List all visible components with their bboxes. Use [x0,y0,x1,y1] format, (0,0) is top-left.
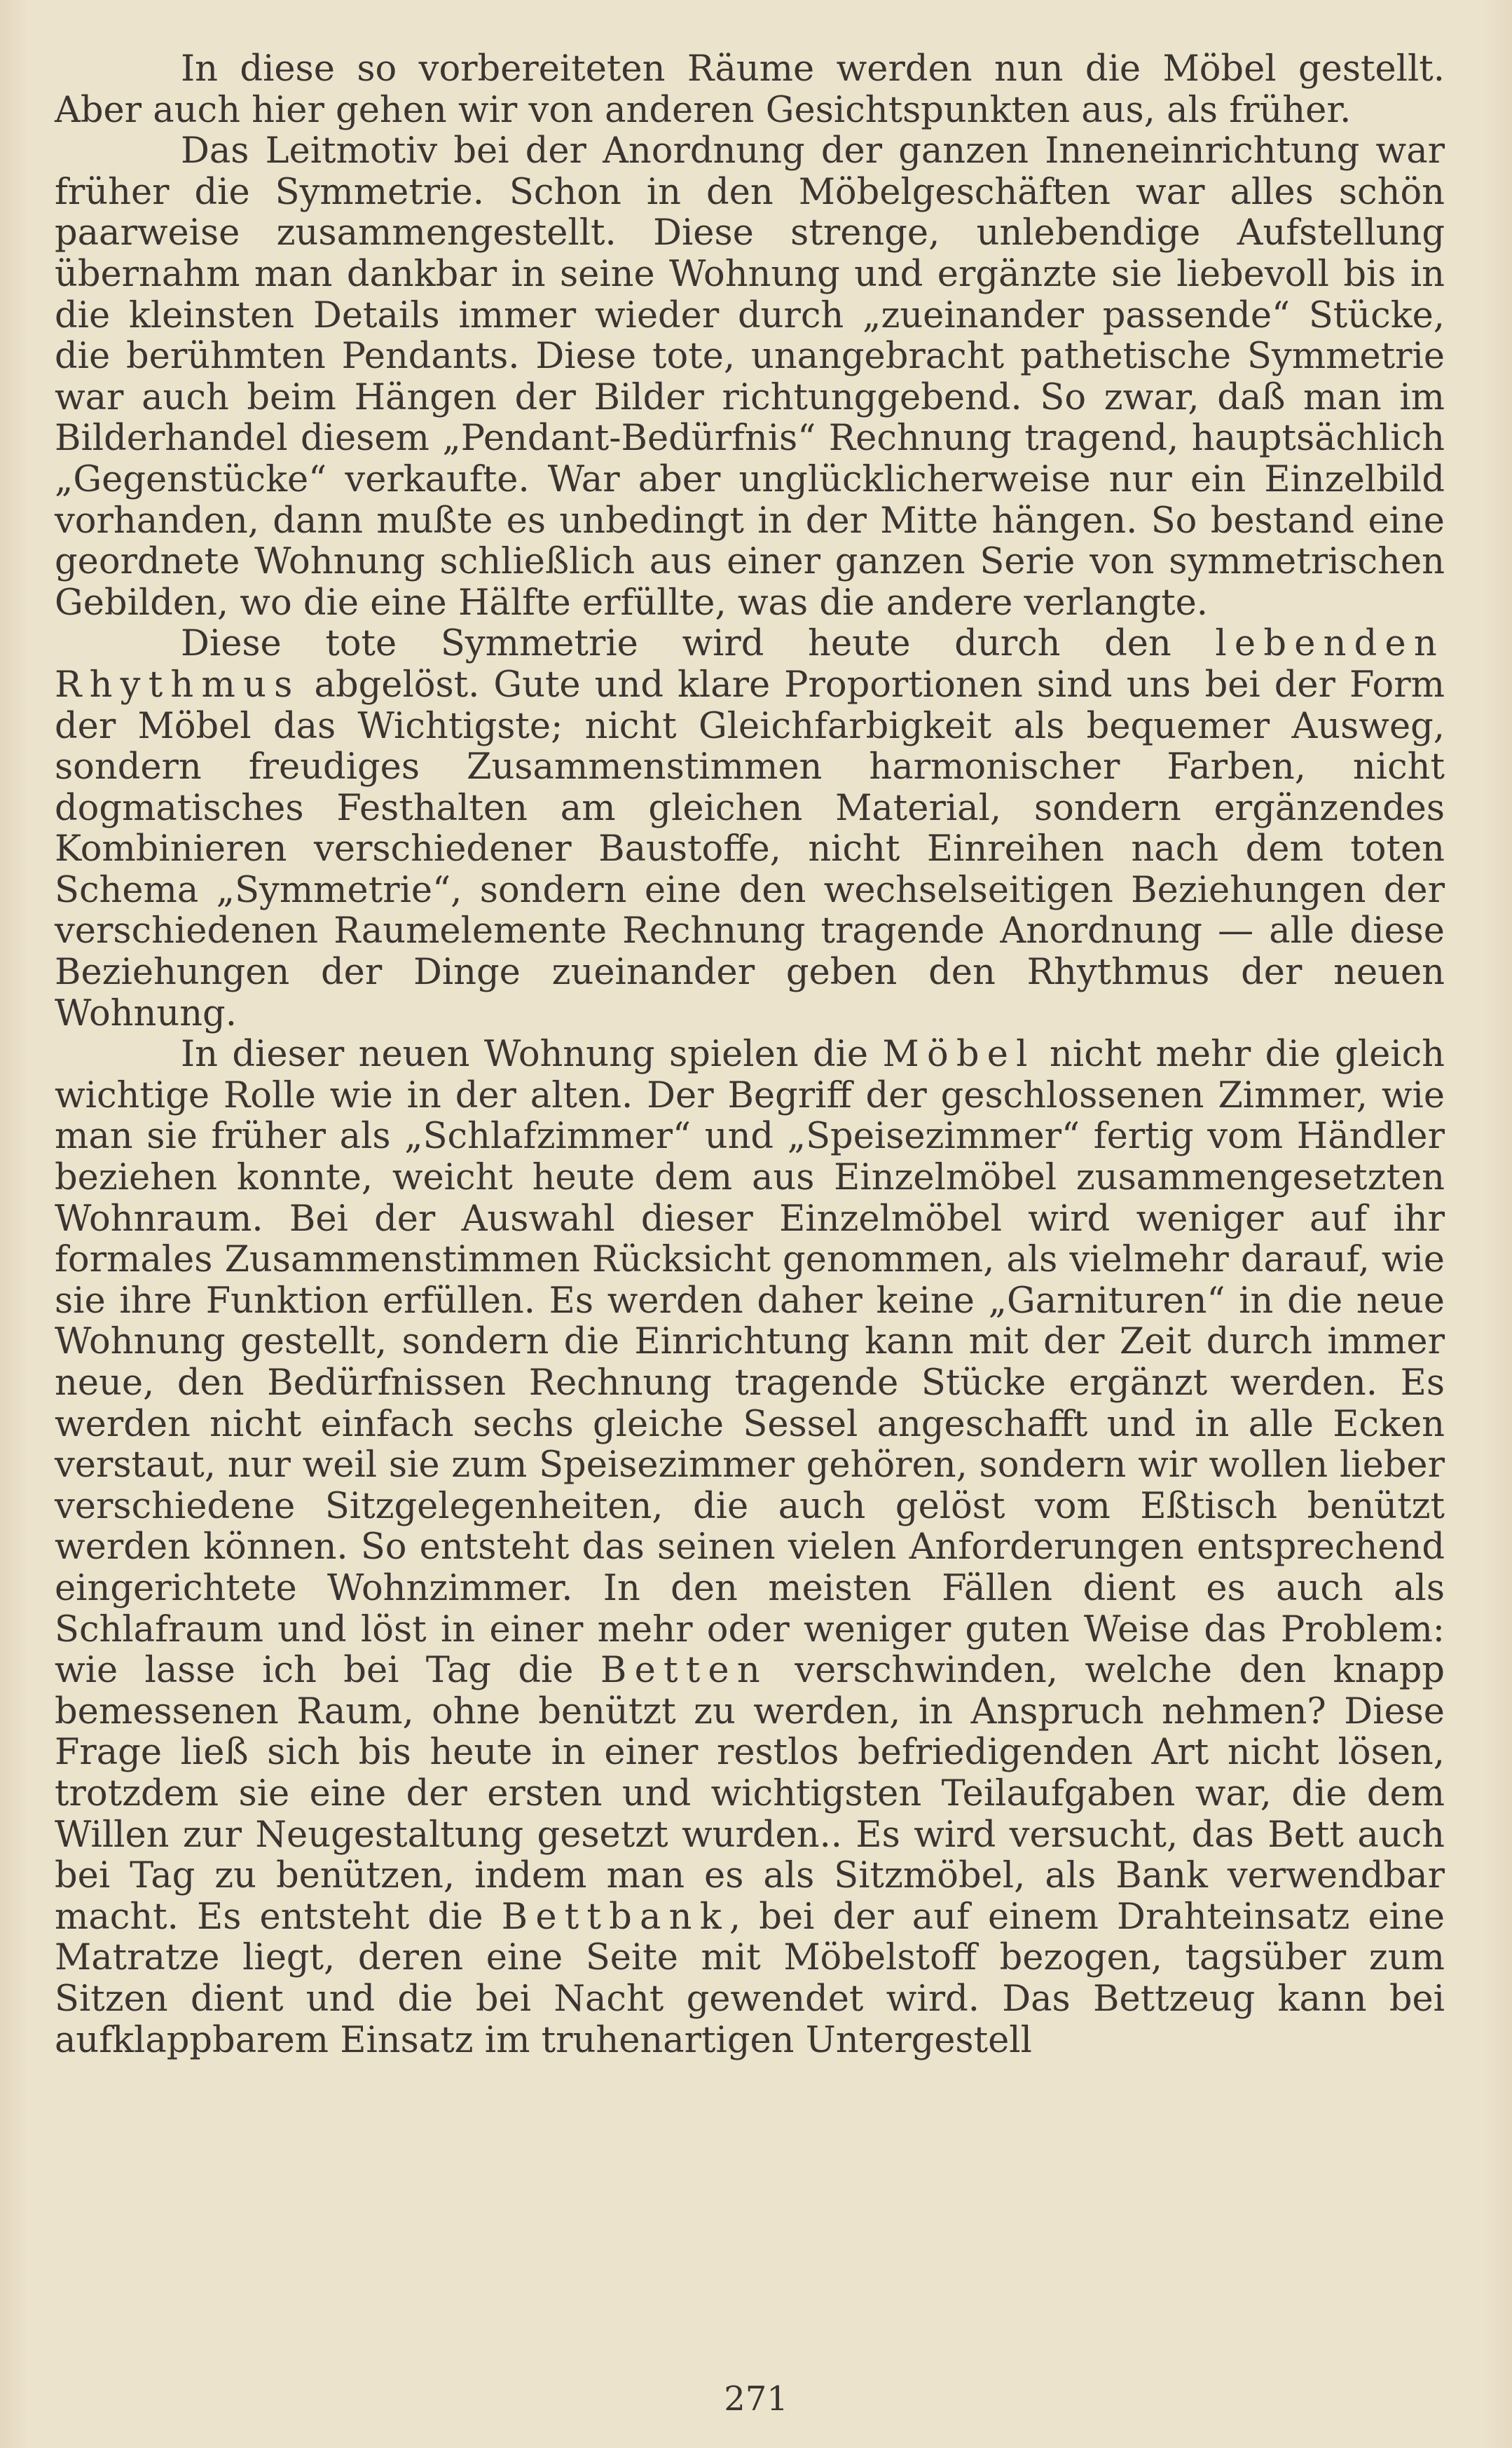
paragraph-3 [55,624,1445,1034]
paragraph-text: In diese so vorbereiteten Räume werden nun die Möbel gestellt. Aber auch hier gehen wir von anderen Gesichtspunkten aus, als früher. [55,48,1445,131]
emphasized-text: lebenden Rhythmus [55,623,1445,706]
paragraph-text: verschwinden, welche den knapp bemessenen Raum, ohne benützt zu werden, in Anspruch nehmen? Diese Frage ließ sich bis heute in einer restlos befriedigenden Art nicht lösen, trotzdem sie eine der ersten und wichtigsten Teilaufgaben war, die dem Willen zur Neugestaltung gesetzt wurden.. Es wird versucht, das Bett auch bei Tag zu benützen, indem man es als Sitzmöbel, als Bank verwendbar macht. Es entsteht die [55,1650,1445,1938]
paragraph-1 [55,49,1445,131]
page-number: 271 [724,2379,788,2419]
paragraph-text: Das Leitmotiv bei der Anordnung der ganzen Inneneinrichtung war früher die Symmetrie. Schon in den Möbelgeschäften war alles schön paarweise zusammengestellt. Diese strenge, unlebendige Aufstellung übernahm man dankbar in seine Wohnung und ergänzte sie liebevoll bis in die kleinsten Details immer wieder durch „zueinander passende“ Stücke, die berühmten Pendants. Diese tote, unangebracht pathetische Symmetrie war auch beim Hängen der Bilder richtunggebend. So zwar, daß man im Bilderhandel diesem „Pendant-Bedürfnis“ Rechnung tragend, hauptsächlich „Gegenstücke“ verkaufte. War aber unglücklicherweise nur ein Einzelbild vorhanden, dann mußte es unbedingt in der Mitte hängen. So bestand eine geordnete Wohnung schließlich aus einer ganzen Serie von symmetrischen Gebilden, wo die eine Hälfte erfüllte, was die andere verlangte. [55,130,1445,624]
paragraph-text: In dieser neuen Wohnung spielen die [181,1034,883,1076]
paragraph-text: Diese tote Symmetrie wird heute durch den [181,623,1216,665]
emphasized-text: Möbel [882,1034,1036,1076]
paragraph-text: , bei der auf einem Drahteinsatz eine Matratze liegt, deren eine Seite mit Möbelstoff bezogen, tagsüber zum Sitzen dient und die bei Nacht gewendet wird. Das Bettzeug kann bei aufklappbarem Einsatz im truhenartigen Untergestell [55,1896,1445,2061]
emphasized-text: Bettbank [501,1896,729,1938]
paragraph-text: abgelöst. Gute und klare Proportionen sind uns bei der Form der Möbel das Wichtigste; nicht Gleichfarbigkeit als bequemer Ausweg, sondern freudiges Zusammenstimmen harmonischer Farben, nicht dogmatisches Festhalten am gleichen Material, sondern ergänzendes Kombinieren verschiedener Baustoffe, nicht Einreihen nach dem toten Schema „Symmetrie“, sondern eine den wechselseitigen Beziehungen der verschiedenen Raumelemente Rechnung tragende Anordnung — alle diese Beziehungen der Dinge zueinander geben den Rhythmus der neuen Wohnung. [55,664,1445,1034]
paragraph-2 [55,131,1445,624]
paragraph-text: nicht mehr die gleich wichtige Rolle wie in der alten. Der Begriff der geschlossenen Zimmer, wie man sie früher als „Schlafzimmer“ und „Speisezimmer“ fertig vom Händler beziehen konnte, weicht heute dem aus Einzelmöbel zusammengesetzten Wohnraum. Bei der Auswahl dieser Einzelmöbel wird weniger auf ihr formales Zusammenstimmen Rücksicht genommen, als vielmehr darauf, wie sie ihre Funktion erfüllen. Es werden daher keine „Garnituren“ in die neue Wohnung gestellt, sondern die Einrichtung kann mit der Zeit durch immer neue, den Bedürfnissen Rechnung tragende Stücke ergänzt werden. Es werden nicht einfach sechs gleiche Sessel angeschafft und in alle Ecken verstaut, nur weil sie zum Speisezimmer gehören, sondern wir wollen lieber verschiedene Sitzgelegenheiten, die auch gelöst vom Eßtisch benützt werden können. So entsteht das seinen vielen Anforderungen entsprechend eingerichtete Wohnzimmer. In den meisten Fällen dient es auch als Schlafraum und löst in einer mehr oder weniger guten Weise das Problem: wie lasse ich bei Tag die [55,1034,1445,1692]
body-text [55,49,1445,2061]
emphasized-text: Betten [600,1650,768,1692]
paragraph-4 [55,1034,1445,2061]
